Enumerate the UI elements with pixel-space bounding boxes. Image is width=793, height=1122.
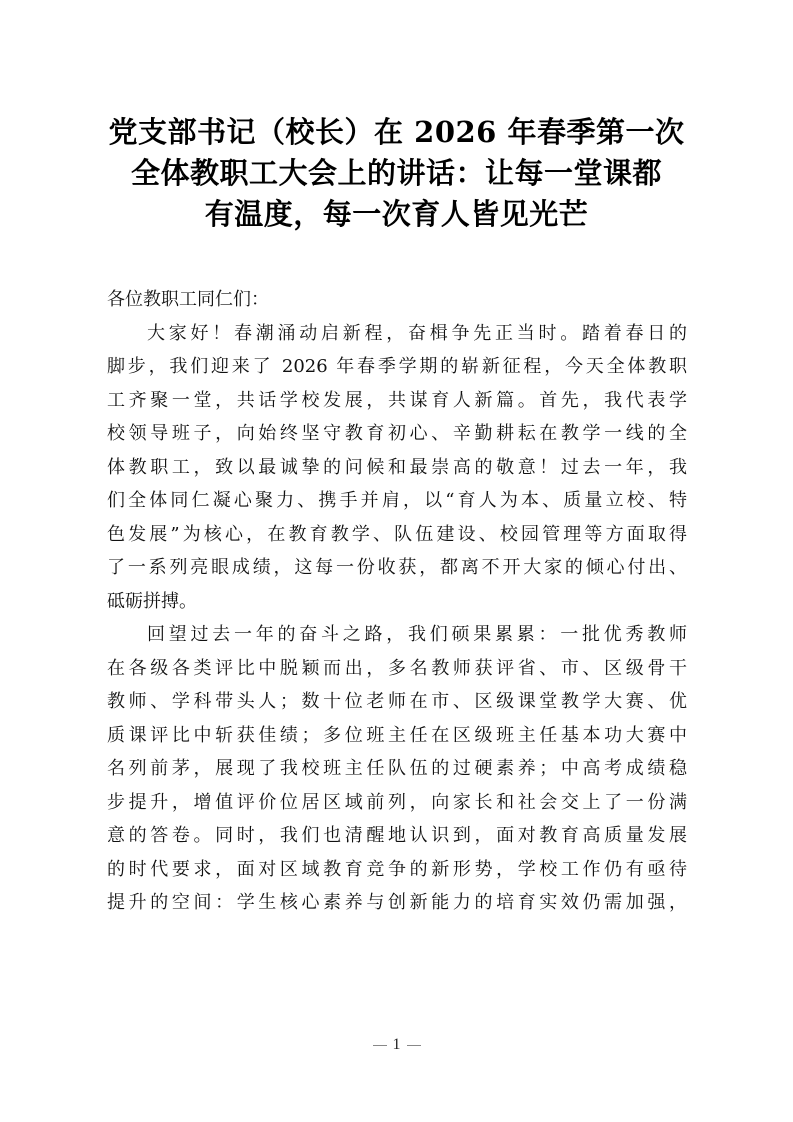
paragraph-line: 步提升，增值评价位居区域前列，向家长和社会交上了一份满 bbox=[107, 791, 687, 813]
paragraph-line: 砥砺拼搏。 bbox=[107, 590, 197, 612]
paragraph-line: 回望过去一年的奋斗之路，我们硕果累累：一批优秀教师 bbox=[147, 624, 687, 645]
page-number: 1 bbox=[392, 1036, 401, 1053]
paragraph-line: 在各级各类评比中脱颖而出，多名教师获评省、市、区级骨干 bbox=[107, 657, 687, 679]
paragraph-line: 名列前茅，展现了我校班主任队伍的过硬素养；中高考成绩稳 bbox=[107, 758, 687, 779]
title-line-1: 党支部书记（校长）在 2026 年春季第一次 bbox=[108, 115, 685, 149]
paragraph-line: 大家好！春潮涌动启新程，奋楫争先正当时。踏着春日的 bbox=[147, 322, 687, 344]
salutation: 各位教职工同仁们： bbox=[107, 289, 269, 310]
paragraph-line: 脚步，我们迎来了 2026 年春季学期的崭新征程，今天全体教职 bbox=[107, 356, 687, 377]
paragraph-line: 的时代要求，面对区域教育竞争的新形势，学校工作仍有亟待 bbox=[107, 858, 687, 880]
title-line-2: 全体教职工大会上的讲话：让每一堂课都 bbox=[130, 156, 662, 190]
paragraph-line: 工齐聚一堂，共话学校发展，共谋育人新篇。首先，我代表学 bbox=[107, 389, 687, 411]
paragraph-line: 提升的空间：学生核心素养与创新能力的培育实效仍需加强， bbox=[107, 892, 687, 913]
document-body bbox=[107, 283, 687, 920]
paragraph-2 bbox=[107, 618, 687, 920]
page-footer bbox=[0, 1036, 793, 1054]
paragraph-line: 教师、学科带头人；数十位老师在市、区级课堂教学大赛、优 bbox=[107, 691, 687, 712]
dash-left-icon bbox=[373, 1045, 387, 1046]
paragraph-line: 意的答卷。同时，我们也清醒地认识到，面对教育高质量发展 bbox=[107, 825, 687, 846]
document-title bbox=[100, 112, 693, 235]
paragraph-1 bbox=[107, 317, 687, 619]
title-line-3: 有温度，每一次育人皆见光芒 bbox=[204, 197, 589, 231]
dash-right-icon bbox=[407, 1045, 421, 1046]
paragraph-line: 了一系列亮眼成绩，这每一份收获，都离不开大家的倾心付出、 bbox=[107, 557, 687, 578]
paragraph-line: 体教职工，致以最诚挚的问候和最崇高的敬意！过去一年，我 bbox=[107, 456, 687, 478]
paragraph-line: 色发展”为核心，在教育教学、队伍建设、校园管理等方面取得 bbox=[107, 523, 687, 545]
paragraph-line: 们全体同仁凝心聚力、携手并肩，以“育人为本、质量立校、特 bbox=[107, 490, 687, 511]
paragraph-line: 质课评比中斩获佳绩；多位班主任在区级班主任基本功大赛中 bbox=[107, 724, 687, 746]
paragraph-line: 校领导班子，向始终坚守教育初心、辛勤耕耘在教学一线的全 bbox=[107, 423, 687, 444]
